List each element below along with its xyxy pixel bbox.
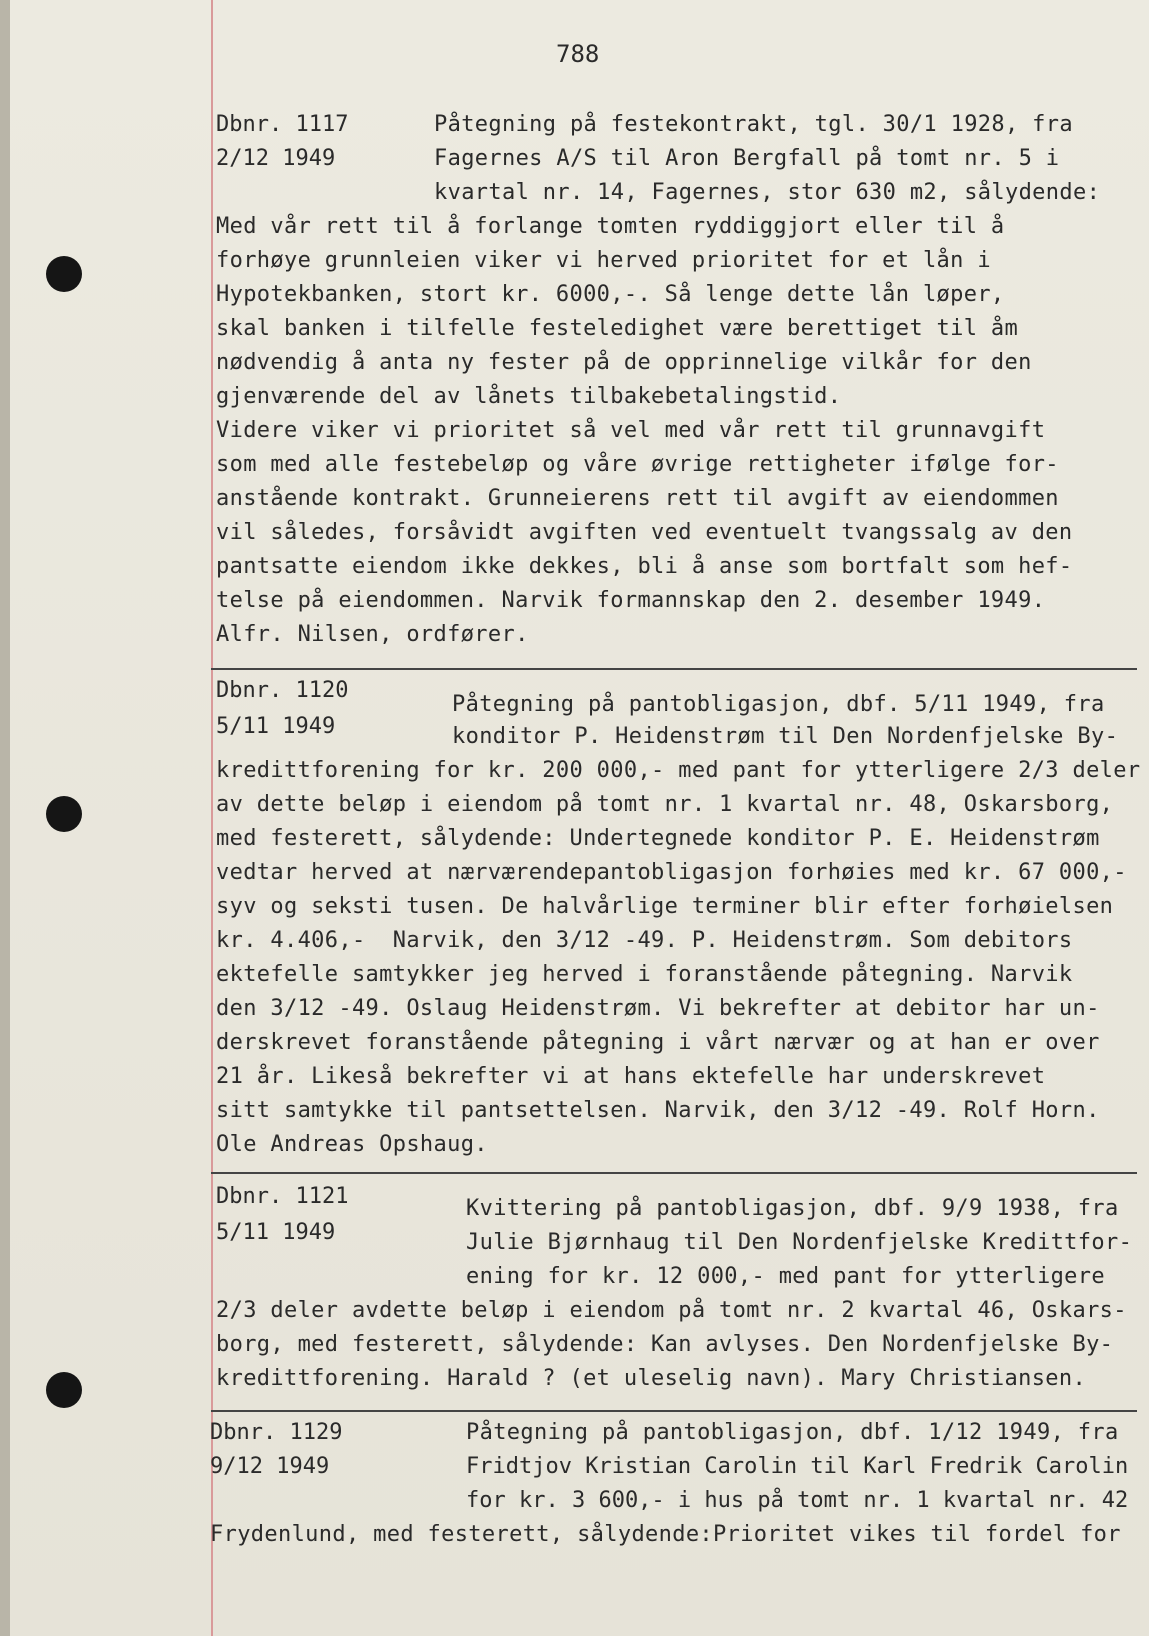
entry-line: den 3/12 -49. Oslaug Heidenstrøm. Vi bekrefter at debitor har un- (216, 996, 1100, 1021)
entry-line: syv og seksti tusen. De halvårlige terminer blir efter forhøielsen (216, 894, 1114, 919)
entry-line: borg, med festerett, sålydende: Kan avlyses. Den Nordenfjelske By- (216, 1332, 1114, 1357)
entry-line: vedtar herved at nærværendepantobligasjon forhøies med kr. 67 000,- (216, 860, 1127, 885)
entry-line: skal banken i tilfelle festeledighet være berettiget til åm (216, 316, 1019, 341)
entry-separator (211, 1410, 1137, 1412)
entry-line: forhøye grunnleien viker vi herved prioritet for et lån i (216, 248, 991, 273)
binder-hole-icon (46, 1372, 82, 1408)
entry-separator (211, 1172, 1137, 1174)
entry-line: ektefelle samtykker jeg herved i foranstående påtegning. Narvik (216, 962, 1073, 987)
binder-hole-icon (46, 796, 82, 832)
entry-line: telse på eiendommen. Narvik formannskap den 2. desember 1949. (216, 588, 1046, 613)
entry-line: anstående kontrakt. Grunneierens rett til avgift av eiendommen (216, 486, 1059, 511)
entry-line: kr. 4.406,- Narvik, den 3/12 -49. P. Heidenstrøm. Som debitors (216, 928, 1073, 953)
entry-line: Påtegning på pantobligasjon, dbf. 1/12 1949, fra (466, 1420, 1119, 1445)
entry-line: Påtegning på festekontrakt, tgl. 30/1 1928, fra (434, 112, 1073, 137)
entry-line: Med vår rett til å forlange tomten ryddiggjort eller til å (216, 214, 1005, 239)
entry-line: Hypotekbanken, stort kr. 6000,-. Så lenge dette lån løper, (216, 282, 1005, 307)
entry-line: derskrevet foranstående påtegning i vårt nærvær og at han er over (216, 1030, 1100, 1055)
entry-line: sitt samtykke til pantsettelsen. Narvik, den 3/12 -49. Rolf Horn. (216, 1098, 1100, 1123)
page-number: 788 (556, 40, 600, 68)
entry-line: Fridtjov Kristian Carolin til Karl Fredrik Carolin (466, 1454, 1129, 1479)
entry-number: Dbnr. 1117 (216, 112, 349, 137)
entry-line: Kvittering på pantobligasjon, dbf. 9/9 1938, fra (466, 1196, 1119, 1221)
entry-line: nødvendig å anta ny fester på de opprinnelige vilkår for den (216, 350, 1032, 375)
entry-line: 21 år. Likeså bekrefter vi at hans ektefelle har underskrevet (216, 1064, 1046, 1089)
entry-date: 2/12 1949 (216, 146, 336, 171)
entry-date: 9/12 1949 (210, 1454, 330, 1479)
entry-line: Ole Andreas Opshaug. (216, 1132, 488, 1157)
entry-line: pantsatte eiendom ikke dekkes, bli å anse som bortfalt som hef- (216, 554, 1073, 579)
entry-line: konditor P. Heidenstrøm til Den Nordenfjelske By- (452, 724, 1119, 749)
entry-number: Dbnr. 1121 (216, 1184, 349, 1209)
entry-line: Julie Bjørnhaug til Den Nordenfjelske Kredittfor- (466, 1230, 1133, 1255)
page-edge (0, 0, 10, 1636)
entry-number: Dbnr. 1120 (216, 678, 349, 703)
entry-line: vil således, forsåvidt avgiften ved eventuelt tvangssalg av den (216, 520, 1073, 545)
entry-line: kredittforening for kr. 200 000,- med pant for ytterligere 2/3 deler (216, 758, 1141, 783)
entry-line: 2/3 deler avdette beløp i eiendom på tomt nr. 2 kvartal 46, Oskars- (216, 1298, 1127, 1323)
margin-rule (211, 0, 213, 1636)
entry-line: Alfr. Nilsen, ordfører. (216, 622, 529, 647)
entry-line: Påtegning på pantobligasjon, dbf. 5/11 1949, fra (452, 692, 1105, 717)
entry-date: 5/11 1949 (216, 1220, 336, 1245)
entry-line: Frydenlund, med festerett, sålydende:Prioritet vikes til fordel for (210, 1522, 1121, 1547)
entry-line: som med alle festebeløp og våre øvrige rettigheter ifølge for- (216, 452, 1059, 477)
binder-hole-icon (46, 256, 82, 292)
entry-number: Dbnr. 1129 (210, 1420, 343, 1445)
entry-line: gjenværende del av lånets tilbakebetalingstid. (216, 384, 842, 409)
entry-line: ening for kr. 12 000,- med pant for ytterligere (466, 1264, 1105, 1289)
entry-line: med festerett, sålydende: Undertegnede konditor P. E. Heidenstrøm (216, 826, 1100, 851)
entry-line: av dette beløp i eiendom på tomt nr. 1 kvartal nr. 48, Oskarsborg, (216, 792, 1114, 817)
entry-line: kvartal nr. 14, Fagernes, stor 630 m2, sålydende: (434, 180, 1101, 205)
entry-line: Videre viker vi prioritet så vel med vår rett til grunnavgift (216, 418, 1046, 443)
entry-line: for kr. 3 600,- i hus på tomt nr. 1 kvartal nr. 42 (466, 1488, 1129, 1513)
entry-separator (211, 668, 1137, 670)
entry-date: 5/11 1949 (216, 714, 336, 739)
entry-line: Fagernes A/S til Aron Bergfall på tomt nr. 5 i (434, 146, 1060, 171)
entry-line: kredittforening. Harald ? (et uleselig navn). Mary Christiansen. (216, 1366, 1087, 1391)
